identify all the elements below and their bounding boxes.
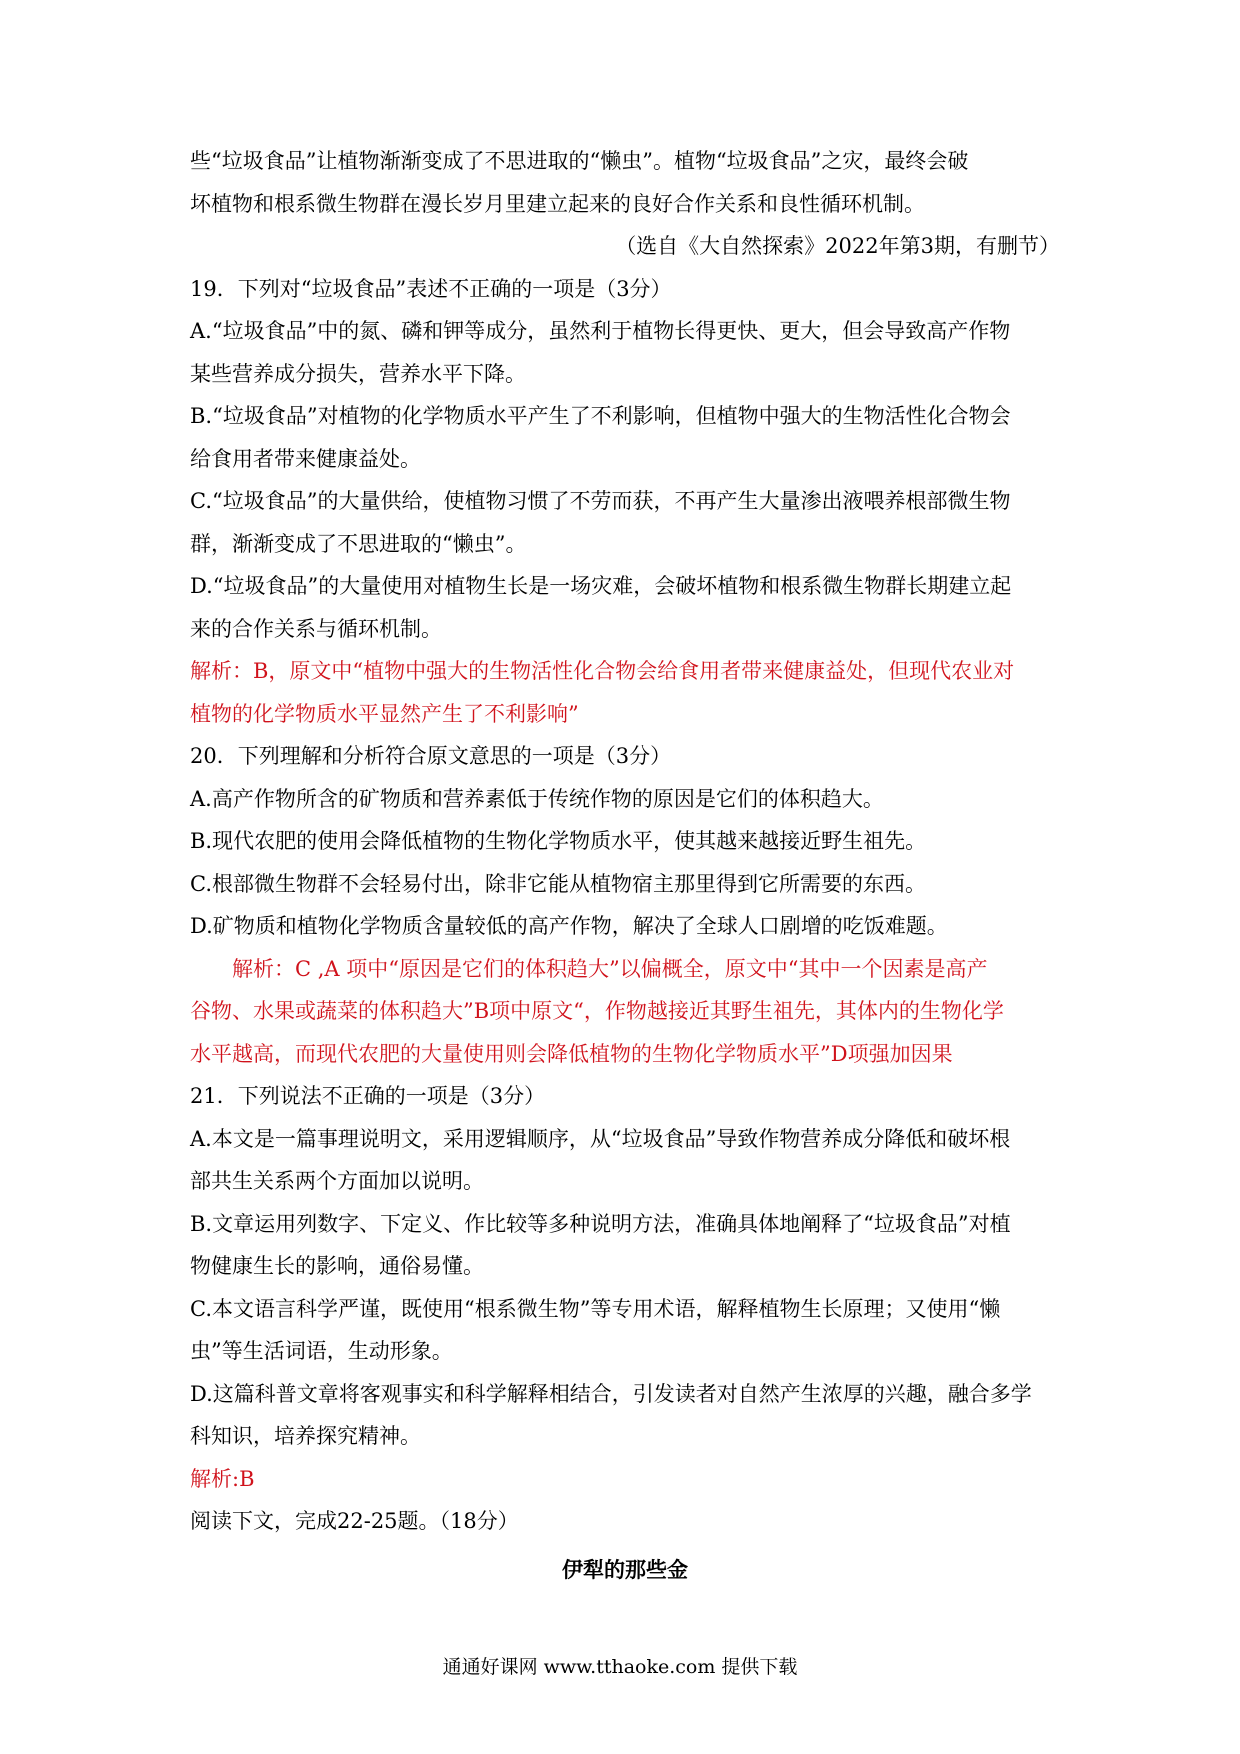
passage-line: 些“垃圾食品”让植物渐渐变成了不思进取的“懒虫”。植物“垃圾食品”之灾，最终会破: [190, 149, 969, 173]
q21-option-a: 部共生关系两个方面加以说明。: [190, 1169, 484, 1193]
q20-option-a: A.高产作物所含的矿物质和营养素低于传统作物的原因是它们的体积趋大。: [190, 786, 884, 811]
question-20-stem: 20．下列理解和分析符合原文意思的一项是（3分）: [190, 744, 672, 768]
passage-line: 坏植物和根系微生物群在漫长岁月里建立起来的良好合作关系和良性循环机制。: [190, 191, 925, 216]
q21-option-c: 虫”等生活词语，生动形象。: [190, 1339, 453, 1363]
q20-analysis: 水平越高，而现代农肥的大量使用则会降低植物的生物化学物质水平”D项强加因果: [190, 1041, 953, 1066]
q19-option-b: 给食用者带来健康益处。: [190, 446, 421, 471]
q20-analysis: 谷物、水果或蔬菜的体积趋大”B项中原文“，作物越接近其野生祖先，其体内的生物化学: [190, 999, 1004, 1023]
q20-option-c: C.根部微生物群不会轻易付出，除非它能从植物宿主那里得到它所需要的东西。: [190, 871, 926, 896]
q21-option-d: 科知识，培养探究精神。: [190, 1424, 421, 1448]
question-21-stem: 21．下列说法不正确的一项是（3分）: [190, 1084, 546, 1108]
reading-instruction: 阅读下文，完成22-25题。（18分）: [190, 1509, 519, 1533]
q21-option-c: C.本文语言科学严谨，既使用“根系微生物”等专用术语，解释植物生长原理；又使用“懒: [190, 1296, 1001, 1321]
q19-option-c: 群，渐渐变成了不思进取的“懒虫”。: [190, 531, 527, 556]
page-footer: 通通好课网 www.tthaoke.com 提供下载: [442, 1656, 798, 1678]
q19-option-d: 来的合作关系与循环机制。: [190, 616, 442, 641]
q19-option-c: C.“垃圾食品”的大量供给，使植物习惯了不劳而获，不再产生大量渗出液喂养根部微生物: [190, 489, 1011, 513]
q21-analysis: 解析:B: [190, 1466, 255, 1491]
q19-option-a: A.“垃圾食品”中的氮、磷和钾等成分，虽然利于植物长得更快、更大，但会导致高产作物: [190, 319, 1011, 343]
q19-option-d: D.“垃圾食品”的大量使用对植物生长是一场灾难，会破坏植物和根系微生物群长期建立起: [190, 574, 1012, 598]
document-content: [190, 140, 1060, 1591]
q19-option-a: 某些营养成分损失，营养水平下降。: [190, 361, 526, 386]
next-passage-title: 伊犁的那些金: [562, 1557, 688, 1582]
q20-analysis: 解析：C ,A 项中“原因是它们的体积趋大”以偏概全，原文中“其中一个因素是高产: [232, 956, 988, 981]
q21-option-b: B.文章运用列数字、下定义、作比较等多种说明方法，准确具体地阐释了“垃圾食品”对植: [190, 1211, 1011, 1236]
question-19-stem: 19．下列对“垃圾食品”表述不正确的一项是（3分）: [190, 276, 672, 301]
q19-analysis: 解析：B，原文中“植物中强大的生物活性化合物会给食用者带来健康益处，但现代农业对: [190, 659, 1015, 683]
q21-option-b: 物健康生长的影响，通俗易懂。: [190, 1254, 484, 1278]
q21-option-d: D.这篇科普文章将客观事实和科学解释相结合，引发读者对自然产生浓厚的兴趣，融合多学: [190, 1381, 1032, 1406]
source-citation: （选自《大自然探索》2022年第3期，有删节）: [615, 234, 1060, 258]
q21-option-a: A.本文是一篇事理说明文，采用逻辑顺序，从“垃圾食品”导致作物营养成分降低和破坏根: [190, 1126, 1011, 1151]
q20-option-b: B.现代农肥的使用会降低植物的生物化学物质水平，使其越来越接近野生祖先。: [190, 829, 927, 853]
q19-option-b: B.“垃圾食品”对植物的化学物质水平产生了不利影响，但植物中强大的生物活性化合物会: [190, 404, 1011, 428]
q20-option-d: D.矿物质和植物化学物质含量较低的高产作物，解决了全球人口剧增的吃饭难题。: [190, 914, 948, 938]
q19-analysis: 植物的化学物质水平显然产生了不利影响”: [190, 701, 579, 726]
